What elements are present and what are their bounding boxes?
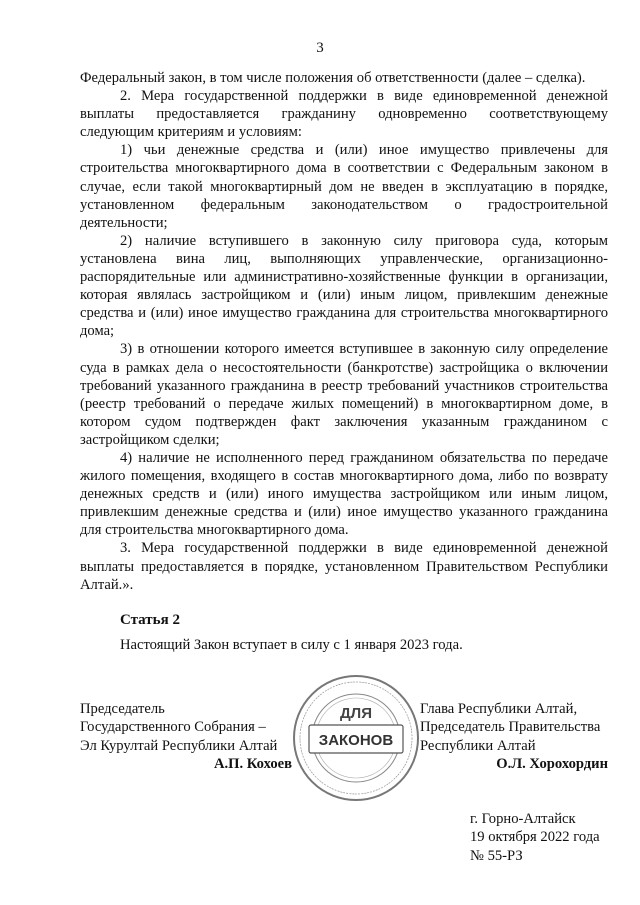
- signature-block-right: [420, 700, 608, 774]
- signer-title-line: Государственного Собрания –: [80, 719, 266, 736]
- signature-block-left: [80, 700, 292, 774]
- place-of-signing: г. Горно-Алтайск: [470, 811, 576, 827]
- signer-title-line: Глава Республики Алтай,: [420, 701, 578, 717]
- signer-name: А.П. Кохоев: [213, 756, 292, 773]
- paragraph-item-4: 4) наличие не исполненного перед гражданином обязательства по передаче жилого помещения, входящего в состав многоквартирного дома, либо по возврату денежных средств и (или) иного имущества застройщиком или иным лицом, привлекшим денежные средства и (или) иное имущество указанного гражданина для строительства многоквартирного дома.: [80, 449, 608, 539]
- signer-title-line: Республики Алтай: [420, 737, 536, 754]
- paragraph-item-3: 3) в отношении которого имеется вступившее в законную силу определение суда в рамках дела о несостоятельности (банкротстве) застройщика о включении требований указанного гражданина в реестр требований участников строительства (реестр требований о передаче жилых помещений) в многоквартирном доме, в котором судом подтвержден факт заключения указанным гражданином с застройщиком сделки;: [80, 341, 608, 448]
- article-heading: Статья 2: [120, 612, 180, 628]
- paragraph-continuation: Федеральный закон, в том числе положения об ответственности (далее – сделка).: [80, 70, 586, 86]
- document-body: [80, 69, 608, 594]
- paragraph-item-1: 1) чьи денежные средства и (или) иное имущество привлечены для строительства многоквартирного дома в соответствии с Федеральным законом в случае, если такой многоквартирный дом не введен в эксплуатацию в порядке, установленном федеральным законодательством о градостроительной деятельности;: [80, 142, 608, 231]
- effective-date-text: Настоящий Закон вступает в силу с 1 января 2023 года.: [120, 637, 463, 653]
- page-number: 3: [316, 40, 324, 56]
- seal-text-top: ДЛЯ: [340, 705, 372, 722]
- paragraph-item-2: 2) наличие вступившего в законную силу приговора суда, которым установлена вина лиц, выполняющих управленческие, организационно-распорядительные или административно-хозяйственные функции в организации, которая являлась застройщиком и (или) иным лицом, привлекшим денежные средства и (или) иное имущество гражданина для строительства многоквартирного дома;: [80, 232, 608, 340]
- official-seal: [291, 673, 421, 803]
- signer-title-line: Председатель Правительства: [420, 719, 601, 736]
- signer-name: О.Л. Хорохордин: [496, 756, 608, 773]
- document-footer: [470, 810, 600, 865]
- signer-title-line: Эл Курултай Республики Алтай: [80, 737, 278, 754]
- signing-date: 19 октября 2022 года: [470, 829, 600, 846]
- signer-title-line: Председатель: [80, 701, 165, 717]
- law-number: № 55-РЗ: [470, 847, 523, 864]
- paragraph-clause-3: 3. Мера государственной поддержки в виде единовременной денежной выплаты предоставляется в порядке, установленном Правительством Республики Алтай.».: [80, 540, 608, 593]
- seal-text-main: ЗАКОНОВ: [318, 732, 394, 749]
- paragraph-clause-2: 2. Мера государственной поддержки в виде единовременной денежной выплаты предоставляется гражданину одновременно соответствующему следующим критериям и условиям:: [80, 88, 608, 141]
